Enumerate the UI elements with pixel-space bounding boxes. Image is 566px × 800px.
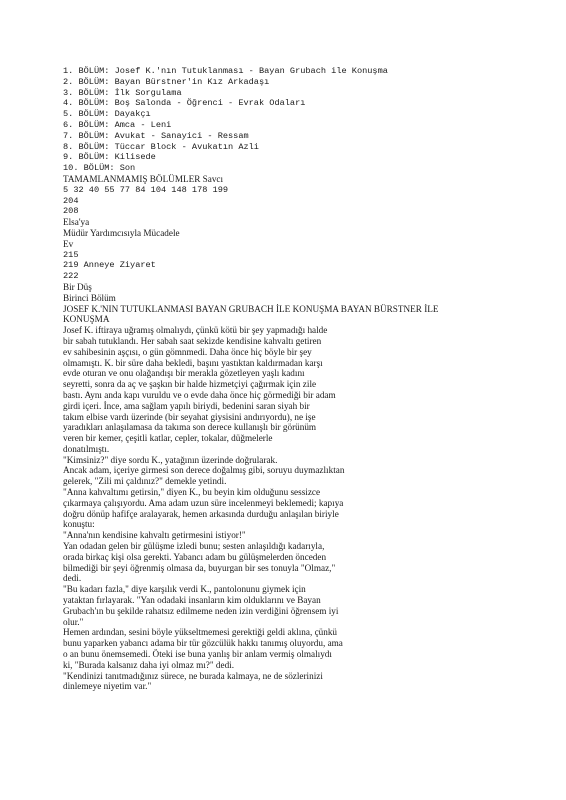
body-line: doğru dönüp hafifçe aralayarak, hemen arkasında durduğu anlaşılan biriyle [63, 508, 339, 519]
page-number: 208 [63, 206, 79, 217]
body-line: Ancak adam, içeriye girmesi son derece doğalmış gibi, soruyu duymazlıktan [63, 465, 345, 476]
toc-item: 8. BÖLÜM: Tüccar Block - Avukatın Azli [63, 141, 259, 152]
body-line: ki, "Burada kalsanız daha iyi olmaz mı?" dedi. [63, 659, 235, 670]
body-line: bir sabah tutuklandı. Her sabah saat sekizde kendisine kahvaltı getiren [63, 335, 322, 346]
body-line: "Anna kahvaltımı getirsin," diyen K., bu beyin kim olduğunu sessizce [63, 487, 321, 498]
page-number: 222 [63, 271, 79, 282]
document-page [63, 66, 513, 692]
toc-item: 1. BÖLÜM: Josef K.'nın Tutuklanması - Bayan Grubach ile Konuşma [63, 66, 388, 76]
unfinished-heading: TAMAMLANMAMIŞ BÖLÜMLER Savcı [63, 173, 224, 184]
body-line: konuştu: [63, 519, 95, 530]
body-line: bunu yaparken yabancı adama bir tür gözcülük hakkı tanımış oluyordu, ama [63, 638, 343, 649]
chapter-title: Elsa'ya [63, 217, 90, 228]
chapter-heading: KONUŞMA [63, 314, 110, 325]
body-line: bastı. Aynı anda kapı vuruldu ve o evde daha önce hiç görmediği bir adam [63, 389, 336, 400]
body-line: "Bu kadarı fazla," diye karşılık verdi K., pantolonunu giymek için [63, 584, 306, 595]
section-heading: Birinci Bölüm [63, 292, 116, 303]
chapter-title: Bir Düş [63, 281, 92, 292]
unfinished-chapters-block [63, 174, 513, 325]
body-line: ev sahibesinin aşçısı, o gün gömnmedi. Daha önce hiç böyle bir şey [63, 346, 312, 357]
chapter-heading: JOSEF K.'NIN TUTUKLANMASI BAYAN GRUBACH İLE KONUŞMA BAYAN BÜRSTNER İLE [63, 303, 439, 314]
page-number: 204 [63, 195, 79, 206]
chapter-title: 219 Anneye Ziyaret [63, 260, 156, 271]
body-line: olmamıştı. K. bir süre daha bekledi, başını yastıktan kaldırmadan karşı [63, 357, 323, 368]
body-line: çıkarmaya çalışıyordu. Ama adam uzun süre incelenmeyi beklemedi; kapıya [63, 497, 344, 508]
chapter-title: Müdür Yardımcısıyla Mücadele [63, 227, 180, 238]
body-line: yataktan fırlayarak. "Yan odadaki insanların kim olduklarını ve Bayan [63, 595, 321, 606]
toc-item: 5. BÖLÜM: Dayakçı [63, 109, 151, 120]
body-line: "Kendinizi tanıtmadığınız sürece, ne burada kalmaya, ne de sözlerinizi [63, 670, 323, 681]
body-line: olur." [63, 616, 84, 627]
page-numbers: 5 32 40 55 77 84 104 148 178 199 [63, 184, 229, 195]
body-line: veren bir kemer, çeşitli katlar, cepler, tokalar, düğmelerle [63, 433, 273, 444]
body-line: gelerek, "Zili mi çaldınız?" demekle yetindi. [63, 476, 227, 487]
body-line: o an bunu önemsemedi. Öteki ise buna yanlış bir anlam vermiş olmalıydı [63, 649, 332, 660]
toc-item: 9. BÖLÜM: Kilisede [63, 152, 156, 163]
body-line: seyretti, sonra da aç ve şaşkın bir halde hizmetçiyi çağırmak için zile [63, 379, 317, 390]
body-line: dedi. [63, 573, 82, 584]
table-of-contents [63, 66, 513, 174]
body-line: takım elbise vardı üzerinde (bir seyahat giysisini andırıyordu), ne işe [63, 411, 316, 422]
page-number: 215 [63, 249, 79, 260]
body-line: donatılmıştı. [63, 443, 110, 454]
body-line: Josef K. iftiraya uğramış olmalıydı, çünkü kötü bir şey yapmadığı halde [63, 325, 328, 336]
toc-item: 10. BÖLÜM: Son [63, 163, 136, 174]
body-line: orada birkaç kişi olsa gerekti. Yabancı adam bu gülüşmelerden önceden [63, 551, 327, 562]
body-line: girdi içeri. İnce, ama sağlam yapılı biriydi, bedenini saran siyah bir [63, 400, 310, 411]
toc-item: 7. BÖLÜM: Avukat - Sanayici - Ressam [63, 130, 249, 141]
body-line: Hemen ardından, sesini böyle yükseltmemesi gerektiği geldi aklına, çünkü [63, 627, 338, 638]
body-line: "Kimsiniz?" diye sordu K., yatağının üzerinde doğrularak. [63, 454, 278, 465]
body-line: evde oturan ve onu olağandışı bir merakla gözetleyen yaşlı kadını [63, 368, 305, 379]
body-line: "Anna'nın kendisine kahvaltı getirmesini istiyor!" [63, 530, 246, 541]
body-line: dinlemeye niyetim var." [63, 681, 152, 692]
toc-item: 3. BÖLÜM: İlk Sorgulama [63, 87, 182, 98]
toc-item: 4. BÖLÜM: Boş Salonda - Öğrenci - Evrak Odaları [63, 98, 306, 109]
chapter-title: Ev [63, 238, 74, 249]
body-text [63, 325, 513, 692]
body-line: Yan odadan gelen bir gülüşme izledi bunu; sesten anlaşıldığı kadarıyla, [63, 541, 325, 552]
toc-item: 2. BÖLÜM: Bayan Bürstner'in Kız Arkadaşı [63, 76, 270, 87]
body-line: Grubach'ın bu şekilde rahatsız edilmeme neden izin verdiğini öğrensem iyi [63, 605, 339, 616]
toc-item: 6. BÖLÜM: Amca - Leni [63, 119, 172, 130]
body-line: bilmediği bir şeyi öğrenmiş olmasa da, buyurgan bir ses tonuyla "Olmaz," [63, 562, 336, 573]
body-line: yaradıkları anlaşılamasa da takıma son derece kullanışlı bir görünüm [63, 422, 317, 433]
